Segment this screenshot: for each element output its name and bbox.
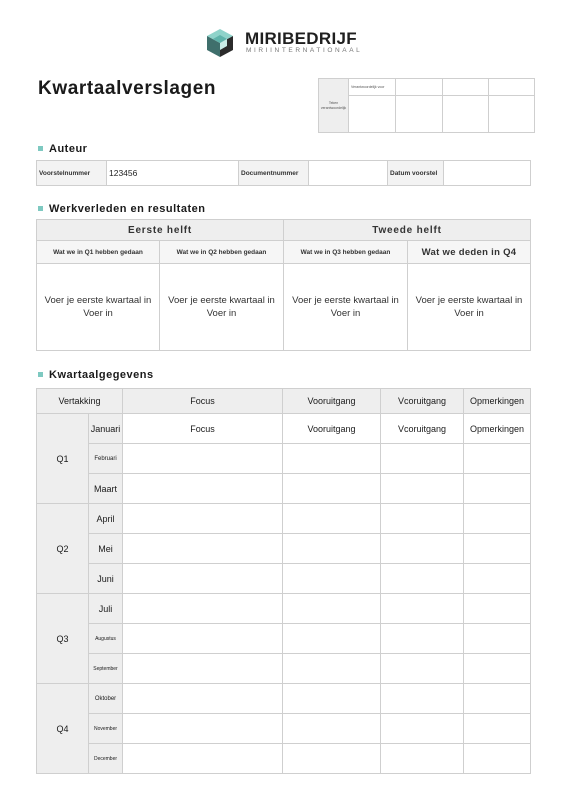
progress-cell[interactable] [283, 744, 381, 774]
progress-cell-2[interactable] [381, 474, 464, 504]
progress-cell-2[interactable] [381, 504, 464, 534]
month-label: December [89, 744, 123, 774]
remarks-cell[interactable] [464, 624, 531, 654]
table-row [37, 444, 531, 474]
focus-column-header: Focus [123, 389, 283, 414]
quarter-label: Q3 [37, 594, 89, 684]
month-label: Maart [89, 474, 123, 504]
month-label: Oktober [89, 684, 123, 714]
progress-cell[interactable] [283, 594, 381, 624]
proposal-date-field[interactable] [444, 161, 531, 186]
progress-cell-2[interactable] [381, 744, 464, 774]
progress-cell[interactable] [283, 684, 381, 714]
month-label: Mei [89, 534, 123, 564]
remarks-cell[interactable] [464, 684, 531, 714]
month-label: April [89, 504, 123, 534]
proposal-date-label: Datum voorstel [388, 161, 444, 186]
quarter-label: Q4 [37, 684, 89, 774]
quarter-label: Q2 [37, 504, 89, 594]
quarter-label: Q1 [37, 414, 89, 504]
q4-header: Wat we deden in Q4 [408, 241, 531, 264]
proposal-number-label: Voorstelnummer [37, 161, 107, 186]
document-number-label: Documentnummer [239, 161, 309, 186]
q4-summary-field[interactable]: Voer je eerste kwartaal in Voer in [408, 264, 531, 351]
progress-cell[interactable] [283, 474, 381, 504]
logo-name: MIRIBEDRIJF [245, 29, 357, 48]
focus-cell[interactable] [123, 624, 283, 654]
focus-cell[interactable] [123, 534, 283, 564]
author-table [36, 160, 531, 186]
remarks-cell[interactable]: Opmerkingen [464, 414, 531, 444]
remarks-cell[interactable] [464, 444, 531, 474]
month-label: Januari [89, 414, 123, 444]
q2-header: Wat we in Q2 hebben gedaan [160, 241, 284, 264]
responsibility-header: Verantwoordelijk voor [349, 79, 396, 96]
table-row [37, 504, 531, 534]
table-row [37, 654, 531, 684]
table-row [37, 744, 531, 774]
responsibility-grid [318, 78, 535, 133]
progress-cell[interactable] [283, 624, 381, 654]
q3-summary-field[interactable]: Voer je eerste kwartaal in Voer in [284, 264, 408, 351]
remarks-cell[interactable] [464, 504, 531, 534]
progress-cell-2[interactable]: Vcoruitgang [381, 414, 464, 444]
remarks-cell[interactable] [464, 744, 531, 774]
focus-cell[interactable] [123, 714, 283, 744]
progress-cell-2[interactable] [381, 654, 464, 684]
section-heading-kwartaalgegevens: Kwartaalgegevens [38, 369, 154, 381]
month-label: November [89, 714, 123, 744]
cube-logo-icon [205, 28, 235, 58]
progress-cell-2[interactable] [381, 714, 464, 744]
section-heading-werkverleden: Werkverleden en resultaten [38, 203, 205, 215]
progress-cell-2[interactable] [381, 444, 464, 474]
focus-cell[interactable] [123, 504, 283, 534]
second-half-header: Tweede helft [284, 220, 531, 241]
responsibility-cell[interactable] [489, 96, 535, 133]
section-bullet-icon [38, 206, 43, 211]
first-half-header: Eerste helft [37, 220, 284, 241]
document-number-field[interactable] [309, 161, 388, 186]
progress-cell[interactable] [283, 444, 381, 474]
month-label: Juli [89, 594, 123, 624]
remarks-cell[interactable] [464, 564, 531, 594]
section-heading-auteur: Auteur [38, 143, 87, 155]
table-row [37, 714, 531, 744]
work-history-table [36, 219, 531, 351]
responsibility-cell[interactable] [443, 79, 489, 96]
remarks-cell[interactable] [464, 714, 531, 744]
table-row [37, 564, 531, 594]
remarks-cell[interactable] [464, 594, 531, 624]
remarks-cell[interactable] [464, 654, 531, 684]
responsibility-cell[interactable] [396, 96, 443, 133]
month-label: September [89, 654, 123, 684]
progress-cell-2[interactable] [381, 564, 464, 594]
focus-cell[interactable] [123, 744, 283, 774]
remarks-cell[interactable] [464, 474, 531, 504]
focus-cell[interactable] [123, 684, 283, 714]
progress-cell-2[interactable] [381, 594, 464, 624]
focus-cell[interactable] [123, 564, 283, 594]
focus-cell[interactable]: Focus [123, 414, 283, 444]
table-row [37, 474, 531, 504]
month-label: Juni [89, 564, 123, 594]
progress-column-header-2: Vcoruitgang [381, 389, 464, 414]
focus-cell[interactable] [123, 474, 283, 504]
focus-cell[interactable] [123, 594, 283, 624]
focus-cell[interactable] [123, 654, 283, 684]
table-row [37, 684, 531, 714]
responsibility-cell[interactable] [443, 96, 489, 133]
q1-summary-field[interactable]: Voer je eerste kwartaal in Voer in [37, 264, 160, 351]
quarterly-data-table [36, 388, 531, 774]
responsibility-row-label: Teken verantwoordelijk [319, 79, 349, 133]
month-label: Februari [89, 444, 123, 474]
section-bullet-icon [38, 372, 43, 377]
remarks-cell[interactable] [464, 534, 531, 564]
proposal-number-field[interactable]: 123456 [107, 161, 239, 186]
responsibility-cell[interactable] [396, 79, 443, 96]
company-logo [205, 28, 365, 58]
progress-cell-2[interactable] [381, 534, 464, 564]
table-row [37, 534, 531, 564]
progress-cell[interactable]: Vooruitgang [283, 414, 381, 444]
table-row [37, 594, 531, 624]
progress-cell[interactable] [283, 504, 381, 534]
progress-column-header: Vooruitgang [283, 389, 381, 414]
page-title: Kwartaalverslagen [38, 78, 217, 99]
q2-summary-field[interactable]: Voer je eerste kwartaal in Voer in [160, 264, 284, 351]
responsibility-cell[interactable] [489, 79, 535, 96]
logo-subtitle: MIRIINTERNATIONAAL [246, 47, 363, 54]
remarks-column-header: Opmerkingen [464, 389, 531, 414]
progress-cell[interactable] [283, 534, 381, 564]
responsibility-cell[interactable] [349, 96, 396, 133]
focus-cell[interactable] [123, 444, 283, 474]
progress-cell-2[interactable] [381, 684, 464, 714]
progress-cell[interactable] [283, 714, 381, 744]
table-row [37, 414, 531, 444]
progress-cell-2[interactable] [381, 624, 464, 654]
section-bullet-icon [38, 146, 43, 151]
q1-header: Wat we in Q1 hebben gedaan [37, 241, 160, 264]
q3-header: Wat we in Q3 hebben gedaan [284, 241, 408, 264]
month-label: Augustus [89, 624, 123, 654]
table-row [37, 624, 531, 654]
branch-column-header: Vertakking [37, 389, 123, 414]
progress-cell[interactable] [283, 564, 381, 594]
progress-cell[interactable] [283, 654, 381, 684]
